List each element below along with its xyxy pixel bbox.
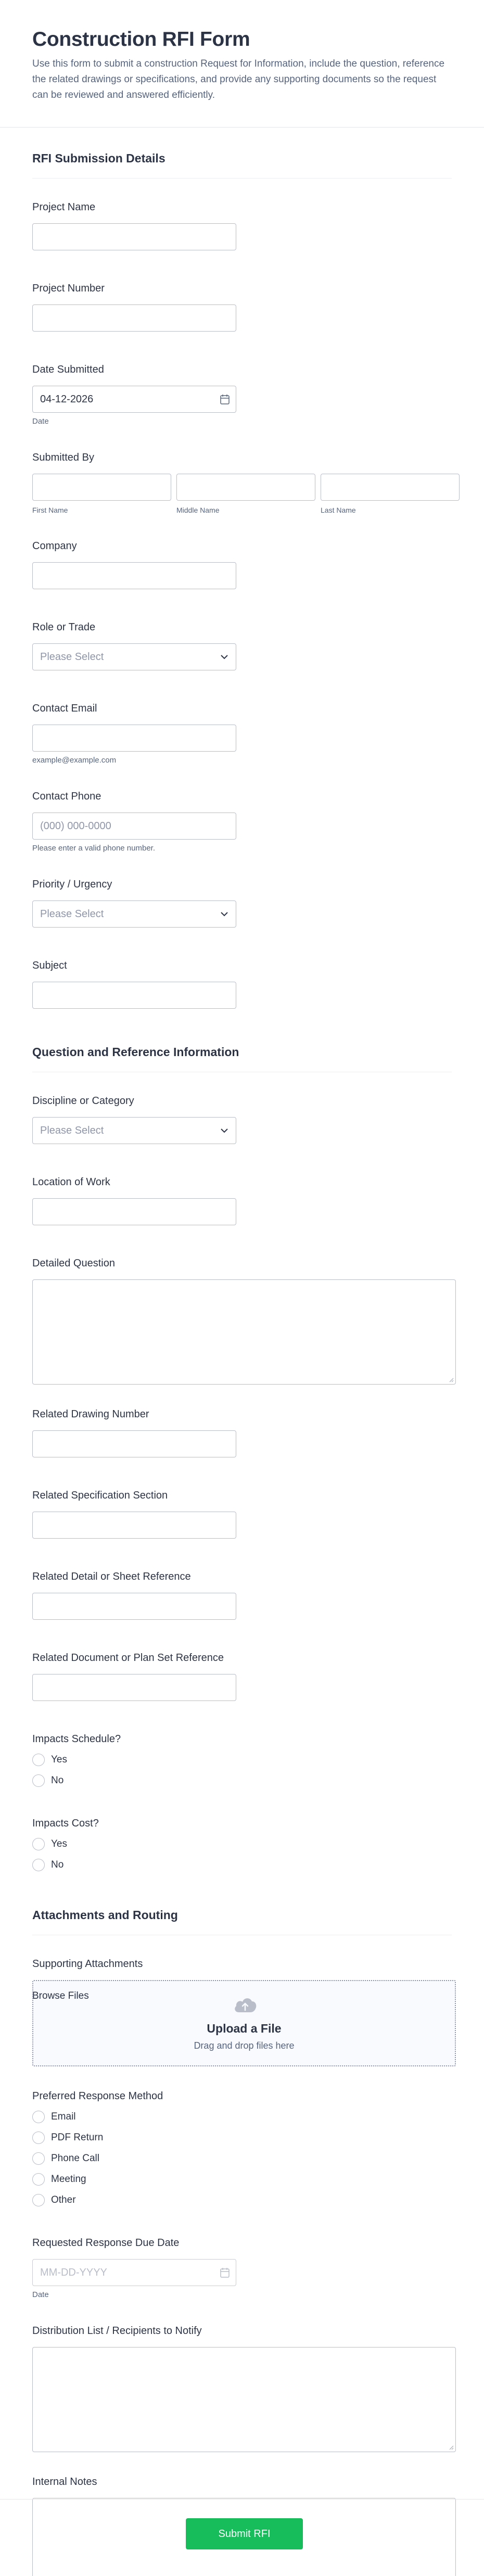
file-upload-dropzone[interactable] — [32, 1980, 456, 2066]
calendar-icon[interactable] — [220, 2267, 230, 2278]
role-placeholder: Please Select — [40, 651, 104, 663]
field-date-submitted — [26, 363, 458, 426]
distribution-textarea[interactable] — [32, 2347, 456, 2452]
cloud-upload-icon — [233, 1995, 258, 2014]
submit-button[interactable]: Submit RFI — [186, 2518, 303, 2549]
resize-handle-icon[interactable] — [449, 1377, 454, 1382]
radio-button[interactable] — [32, 2173, 45, 2186]
field-spec-section — [26, 1489, 458, 1539]
document-ref-label: Related Document or Plan Set Reference — [32, 1652, 224, 1664]
radio-label: Meeting — [51, 2174, 86, 2185]
phone-sublabel: Please enter a valid phone number. — [32, 844, 155, 853]
section-attachments — [26, 1872, 458, 1935]
priority-select[interactable] — [32, 900, 236, 928]
response-meeting[interactable] — [32, 2173, 452, 2186]
middle-name-input[interactable] — [176, 474, 315, 501]
field-email — [26, 702, 458, 765]
form-description: Use this form to submit a construction Request for Information, include the question, reference the related drawings or specifications, and provide any supporting documents so the request can be reviewed and answered efficiently. — [32, 58, 445, 100]
field-location — [26, 1175, 458, 1225]
response-phone[interactable] — [32, 2152, 452, 2165]
browse-files-button[interactable]: Browse Files — [32, 1990, 89, 2001]
document-ref-input[interactable] — [32, 1674, 236, 1701]
impacts-schedule-yes[interactable] — [32, 1753, 452, 1767]
email-label: Contact Email — [32, 703, 97, 714]
discipline-label: Discipline or Category — [32, 1095, 134, 1107]
field-company — [26, 539, 458, 589]
due-date-placeholder: MM-DD-YYYY — [40, 2266, 107, 2278]
radio-label: Email — [51, 2111, 76, 2122]
project-number-input[interactable] — [32, 304, 236, 332]
radio-button[interactable] — [32, 1754, 45, 1766]
radio-label: No — [51, 1775, 64, 1786]
section-title-question: Question and Reference Information — [32, 1045, 452, 1072]
role-label: Role or Trade — [32, 621, 96, 633]
calendar-icon[interactable] — [220, 394, 230, 404]
field-detailed-question — [26, 1257, 458, 1385]
chevron-down-icon — [220, 654, 228, 660]
field-project-name — [26, 200, 458, 250]
detail-ref-input[interactable] — [32, 1593, 236, 1620]
name-row — [32, 474, 452, 514]
first-name-sublabel: First Name — [32, 506, 68, 514]
impacts-schedule-label: Impacts Schedule? — [32, 1733, 121, 1745]
attachments-label: Supporting Attachments — [32, 1958, 143, 1970]
last-name-input[interactable] — [321, 474, 460, 501]
company-input[interactable] — [32, 562, 236, 589]
chevron-down-icon — [220, 1127, 228, 1134]
radio-label: PDF Return — [51, 2132, 104, 2143]
impacts-cost-label: Impacts Cost? — [32, 1818, 99, 1829]
radio-button[interactable] — [32, 2131, 45, 2144]
response-method-label: Preferred Response Method — [32, 2090, 163, 2102]
form-footer — [0, 2499, 484, 2576]
date-submitted-sublabel: Date — [32, 417, 49, 426]
form-title: Construction RFI Form — [32, 28, 250, 50]
drawing-number-input[interactable] — [32, 1430, 236, 1457]
date-submitted-label: Date Submitted — [32, 364, 104, 375]
form-body — [0, 128, 484, 2576]
radio-button[interactable] — [32, 1838, 45, 1850]
due-date-input[interactable] — [32, 2259, 236, 2286]
date-submitted-input[interactable] — [32, 386, 236, 413]
field-role — [26, 620, 458, 670]
submitted-by-label: Submitted By — [32, 452, 94, 463]
form-header — [0, 0, 484, 128]
radio-button[interactable] — [32, 1859, 45, 1871]
detail-ref-label: Related Detail or Sheet Reference — [32, 1571, 191, 1582]
upload-title: Upload a File — [207, 2022, 282, 2035]
radio-button[interactable] — [32, 2194, 45, 2206]
response-email[interactable] — [32, 2110, 452, 2124]
response-other[interactable] — [32, 2193, 452, 2207]
field-response-method — [26, 2089, 458, 2207]
field-subject — [26, 959, 458, 1009]
field-project-number — [26, 282, 458, 332]
internal-notes-label: Internal Notes — [32, 2476, 97, 2488]
field-discipline — [26, 1094, 458, 1144]
section-title-rfi: RFI Submission Details — [32, 151, 452, 179]
section-question — [26, 1009, 458, 1072]
role-select[interactable] — [32, 643, 236, 670]
due-date-sublabel: Date — [32, 2290, 49, 2299]
subject-input[interactable] — [32, 982, 236, 1009]
location-input[interactable] — [32, 1198, 236, 1225]
middle-name-col — [176, 474, 315, 514]
location-label: Location of Work — [32, 1176, 110, 1188]
discipline-placeholder: Please Select — [40, 1124, 104, 1136]
first-name-input[interactable] — [32, 474, 171, 501]
spec-section-input[interactable] — [32, 1512, 236, 1539]
email-input[interactable] — [32, 725, 236, 752]
detailed-question-label: Detailed Question — [32, 1258, 115, 1269]
field-detail-ref — [26, 1570, 458, 1620]
priority-label: Priority / Urgency — [32, 879, 112, 890]
first-name-col — [32, 474, 171, 514]
spec-section-label: Related Specification Section — [32, 1490, 168, 1501]
section-rfi-details — [26, 128, 458, 179]
radio-button[interactable] — [32, 2111, 45, 2123]
resize-handle-icon[interactable] — [449, 2445, 454, 2450]
impacts-schedule-no[interactable] — [32, 1774, 452, 1787]
impacts-cost-no[interactable] — [32, 1858, 452, 1872]
project-name-label: Project Name — [32, 201, 96, 213]
priority-placeholder: Please Select — [40, 908, 104, 920]
phone-label: Contact Phone — [32, 791, 101, 802]
impacts-cost-yes[interactable] — [32, 1837, 452, 1851]
project-number-label: Project Number — [32, 283, 105, 294]
phone-input[interactable] — [32, 813, 236, 840]
field-phone — [26, 790, 458, 853]
field-impacts-cost — [26, 1817, 458, 1872]
project-name-input[interactable] — [32, 223, 236, 250]
company-label: Company — [32, 540, 77, 552]
subject-label: Subject — [32, 960, 67, 971]
detailed-question-textarea[interactable] — [32, 1279, 456, 1385]
chevron-down-icon — [220, 911, 228, 917]
radio-label: Yes — [51, 1838, 67, 1849]
radio-label: Phone Call — [51, 2153, 99, 2164]
phone-placeholder: (000) 000-0000 — [40, 820, 111, 832]
radio-label: Yes — [51, 1754, 67, 1765]
response-pdf[interactable] — [32, 2131, 452, 2144]
field-priority — [26, 878, 458, 928]
middle-name-sublabel: Middle Name — [176, 506, 220, 514]
field-due-date — [26, 2236, 458, 2299]
upload-subtitle: Drag and drop files here — [194, 2040, 295, 2051]
drawing-number-label: Related Drawing Number — [32, 1408, 149, 1420]
field-drawing-number — [26, 1407, 458, 1457]
last-name-sublabel: Last Name — [321, 506, 356, 514]
last-name-col — [321, 474, 460, 514]
radio-label: No — [51, 1859, 64, 1870]
section-title-attachments: Attachments and Routing — [32, 1908, 452, 1935]
radio-button[interactable] — [32, 1774, 45, 1787]
field-attachments — [26, 1957, 458, 2066]
due-date-label: Requested Response Due Date — [32, 2237, 180, 2249]
field-impacts-schedule — [26, 1732, 458, 1787]
radio-button[interactable] — [32, 2152, 45, 2165]
field-distribution — [26, 2324, 458, 2452]
field-submitted-by — [26, 451, 458, 514]
distribution-label: Distribution List / Recipients to Notify — [32, 2325, 202, 2337]
email-sublabel: example@example.com — [32, 756, 117, 765]
date-submitted-value: 04-12-2026 — [40, 393, 94, 405]
field-document-ref — [26, 1651, 458, 1701]
radio-label: Other — [51, 2194, 76, 2205]
discipline-select[interactable] — [32, 1117, 236, 1144]
